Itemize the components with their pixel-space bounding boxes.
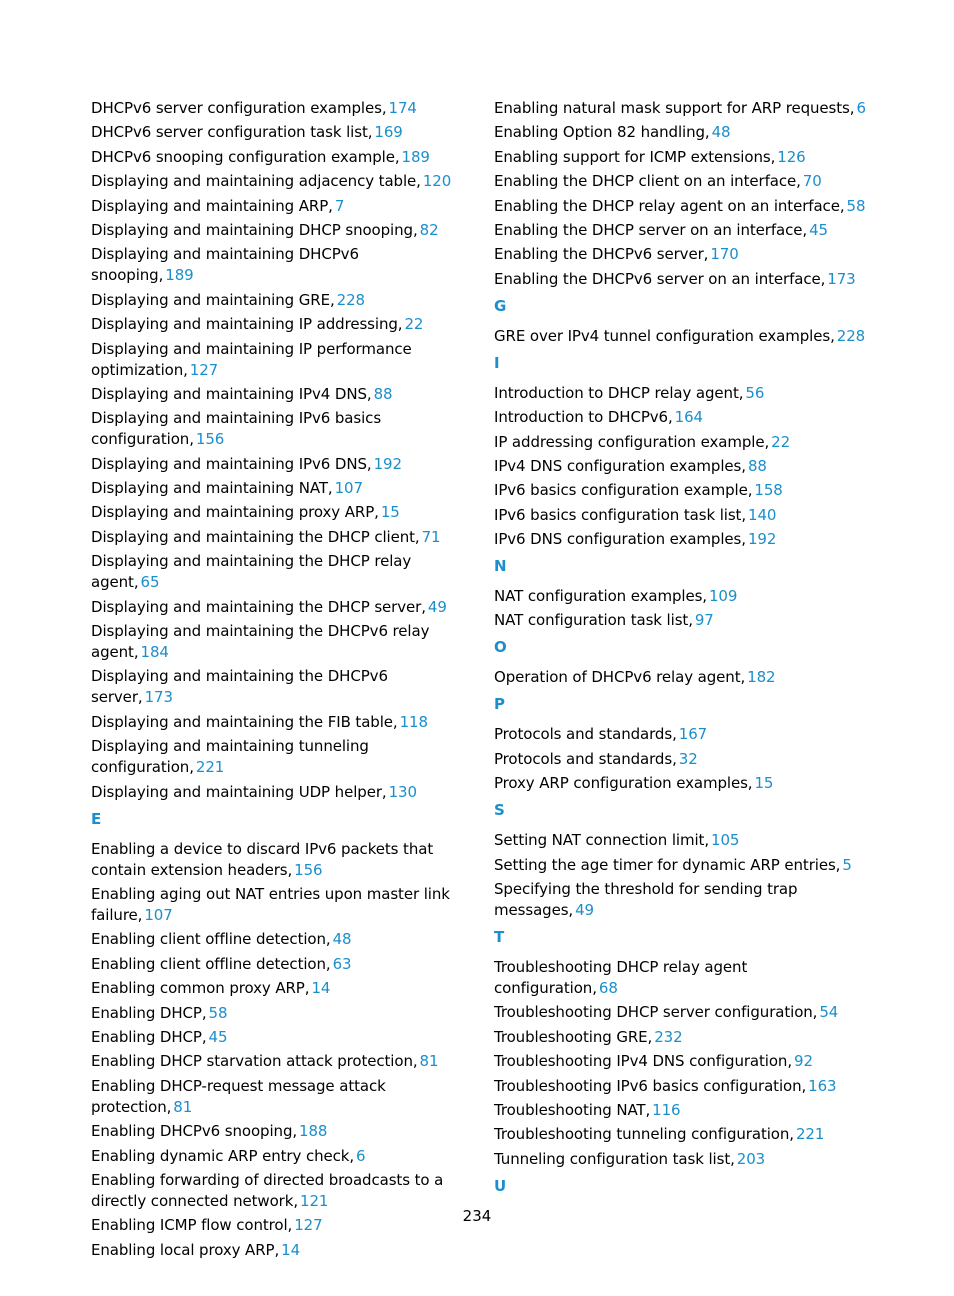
index-entry [91, 1003, 463, 1024]
index-entry-text: Displaying and maintaining IPv4 DNS, [91, 384, 372, 403]
index-entry-text: Enabling the DHCP relay agent on an interface, [494, 196, 845, 215]
index-entry [91, 929, 463, 950]
index-page-link[interactable]: 15 [380, 503, 400, 522]
index-entry-text: IPv4 DNS configuration examples, [494, 456, 746, 475]
index-page-link[interactable]: 118 [399, 712, 428, 731]
index-entry-text: Enabling support for ICMP extensions, [494, 147, 776, 166]
index-page-link[interactable]: 156 [195, 430, 225, 449]
index-entry-text: Displaying and maintaining adjacency table, [91, 172, 421, 191]
index-entry [494, 456, 874, 477]
index-entry [494, 724, 874, 745]
index-entry [91, 1051, 463, 1072]
index-page-link[interactable]: 232 [654, 1027, 683, 1046]
index-entry [494, 879, 874, 921]
index-entry-text: Displaying and maintaining tunneling configuration, [91, 737, 369, 777]
index-entry-text: Displaying and maintaining DHCP snooping, [91, 220, 418, 239]
index-entry [494, 957, 874, 999]
index-entry [91, 736, 463, 778]
index-entry-text: Introduction to DHCPv6, [494, 408, 673, 427]
index-column-left [91, 98, 463, 1264]
index-entry [494, 171, 874, 192]
index-letter-heading: S [494, 801, 505, 820]
index-page-link[interactable]: 6 [856, 99, 866, 117]
index-entry [91, 314, 463, 335]
index-page-link[interactable]: 56 [745, 383, 765, 402]
index-entry-text: Enabling the DHCPv6 server on an interface, [494, 269, 826, 288]
index-page-link[interactable]: 49 [427, 597, 447, 616]
index-page-link[interactable]: 192 [747, 530, 777, 549]
index-entry [91, 122, 463, 143]
index-page-link[interactable]: 109 [708, 587, 738, 606]
index-entry-text: Introduction to DHCP relay agent, [494, 383, 744, 402]
index-entry-text: Protocols and standards, [494, 725, 677, 744]
index-entry [494, 480, 874, 501]
index-entry-text: Operation of DHCPv6 relay agent, [494, 668, 746, 687]
index-page-link[interactable]: 45 [208, 1027, 228, 1046]
index-entry-text: Specifying the threshold for sending trap messages, [494, 880, 798, 920]
index-page-link[interactable]: 140 [748, 505, 777, 524]
index-page-link[interactable]: 105 [711, 831, 740, 850]
index-entry [494, 1076, 874, 1097]
index-entry [91, 171, 463, 192]
index-entry-text: Enabling the DHCP server on an interface, [494, 220, 808, 239]
index-entry-text: Troubleshooting IPv6 basics configuration, [494, 1076, 807, 1095]
index-page-link[interactable]: 228 [336, 290, 365, 309]
index-entry-text: Enabling Option 82 handling, [494, 123, 710, 142]
index-page-link[interactable]: 116 [652, 1100, 681, 1119]
index-entry [494, 220, 874, 241]
index-page-link[interactable]: 14 [311, 979, 331, 998]
index-page-link[interactable]: 7 [334, 196, 345, 215]
index-entry [494, 98, 874, 119]
index-page-link[interactable]: 32 [678, 749, 698, 768]
index-entry [91, 384, 463, 405]
index-entry-text: Displaying and maintaining GRE, [91, 290, 335, 309]
index-entry [91, 1121, 463, 1142]
index-page-link[interactable]: 127 [294, 1216, 323, 1235]
index-entry-text: GRE over IPv4 tunnel configuration examples, [494, 326, 835, 345]
index-entry [91, 290, 463, 311]
index-entry [91, 839, 463, 881]
index-page-link[interactable]: 127 [189, 360, 219, 379]
index-entry-text: Enabling natural mask support for ARP requests, [494, 99, 855, 117]
index-entry-text: Enabling ICMP flow control, [91, 1216, 293, 1235]
index-page-link[interactable]: 82 [419, 220, 439, 239]
index-entry-text: Troubleshooting DHCP relay agent configuration, [494, 958, 748, 998]
index-entry [494, 326, 874, 347]
index-entry-text: IPv6 basics configuration task list, [494, 505, 746, 524]
index-entry [91, 666, 463, 708]
index-entry [91, 196, 463, 217]
index-letter-heading: G [494, 296, 507, 315]
index-page-link[interactable]: 54 [819, 1003, 839, 1022]
index-page-link[interactable]: 173 [144, 688, 173, 707]
index-entry-text: Displaying and maintaining ARP, [91, 196, 333, 215]
index-page-link[interactable]: 170 [710, 245, 739, 264]
index-entry-text: Displaying and maintaining UDP helper, [91, 782, 387, 801]
index-letter-heading: E [91, 809, 102, 828]
index-entry [494, 269, 874, 290]
index-entry [91, 527, 463, 548]
index-page-link[interactable]: 15 [754, 774, 774, 793]
index-entry [91, 147, 463, 168]
index-entry [91, 1170, 463, 1212]
index-entry-text: Enabling aging out NAT entries upon master link failure, [91, 884, 450, 924]
index-entry-text: Troubleshooting IPv4 DNS configuration, [494, 1052, 793, 1071]
index-entry [494, 1051, 874, 1072]
index-entry-text: IPv6 DNS configuration examples, [494, 530, 746, 549]
index-entry-text: Enabling a device to discard IPv6 packets that contain extension headers, [91, 839, 434, 879]
index-entry-text: DHCPv6 server configuration examples, [91, 99, 387, 117]
index-entry-text: Enabling dynamic ARP entry check, [91, 1146, 355, 1165]
index-entry-text: Displaying and maintaining the DHCPv6 server, [91, 667, 388, 707]
index-page-link[interactable]: 167 [678, 725, 708, 744]
index-entry [91, 884, 463, 926]
index-entry [91, 978, 463, 999]
index-entry [494, 1149, 874, 1170]
index-entry-text: Enabling DHCP, [91, 1027, 207, 1046]
index-entry-text: Enabling common proxy ARP, [91, 979, 310, 998]
index-page-link[interactable]: 107 [334, 479, 363, 498]
index-entry-text: Displaying and maintaining IP performance optimization, [91, 339, 412, 379]
index-entry [91, 1076, 463, 1118]
index-entry-text: Displaying and maintaining NAT, [91, 479, 333, 498]
index-page-link[interactable]: 48 [711, 123, 731, 142]
index-page-link[interactable]: 228 [836, 326, 866, 345]
index-entry-text: IPv6 basics configuration example, [494, 481, 753, 500]
index-entry-text: Setting the age timer for dynamic ARP entries, [494, 855, 841, 874]
index-entry-text: Setting NAT connection limit, [494, 831, 710, 850]
index-entry [494, 855, 874, 876]
index-entry [494, 610, 874, 631]
index-entry-text: IP addressing configuration example, [494, 432, 770, 451]
index-entry [91, 339, 463, 381]
index-letter-heading: O [494, 638, 507, 657]
index-entry-text: Enabling forwarding of directed broadcasts to a directly connected network, [91, 1170, 444, 1210]
index-page-link[interactable]: 5 [842, 855, 852, 874]
index-page-link[interactable]: 174 [388, 99, 417, 117]
index-letter-heading: I [494, 353, 500, 372]
index-page-link[interactable]: 70 [802, 172, 822, 191]
index-entry-text: Tunneling configuration task list, [494, 1149, 735, 1168]
index-entry-text: Displaying and maintaining the DHCP relay agent, [91, 552, 412, 592]
index-entry-text: NAT configuration examples, [494, 587, 707, 606]
index-entry [91, 712, 463, 733]
index-entry [494, 147, 874, 168]
index-entry-text: Displaying and maintaining the DHCP server, [91, 597, 426, 616]
index-entry-text: DHCPv6 server configuration task list, [91, 123, 373, 142]
index-page-link[interactable]: 48 [332, 930, 352, 949]
index-page-link[interactable]: 63 [332, 954, 352, 973]
index-page-link[interactable]: 156 [294, 860, 323, 879]
index-entry-text: Displaying and maintaining the FIB table, [91, 712, 398, 731]
index-letter-heading: U [494, 1176, 507, 1195]
index-entry-text: Troubleshooting tunneling configuration, [494, 1125, 794, 1144]
index-entry [494, 122, 874, 143]
index-entry [91, 954, 463, 975]
index-page-link[interactable]: 184 [140, 643, 169, 662]
index-page-link[interactable]: 81 [419, 1052, 439, 1071]
index-entry [494, 830, 874, 851]
index-page-link[interactable]: 121 [300, 1191, 329, 1210]
index-entry [494, 773, 874, 794]
index-page-link[interactable]: 120 [422, 172, 452, 191]
index-page-link[interactable]: 221 [195, 758, 225, 777]
index-entry [91, 782, 463, 803]
index-entry-text: Enabling DHCP-request message attack protection, [91, 1076, 386, 1116]
index-entry [494, 1100, 874, 1121]
index-column-right [494, 98, 874, 1206]
index-entry [91, 454, 463, 475]
index-entry [494, 244, 874, 265]
index-entry [494, 383, 874, 404]
index-entry-text: Enabling client offline detection, [91, 954, 331, 973]
index-entry [494, 505, 874, 526]
index-letter-heading: P [494, 695, 505, 714]
index-page-link[interactable]: 97 [694, 611, 714, 630]
index-entry-text: Displaying and maintaining the DHCP client, [91, 527, 420, 546]
index-entry-text: Displaying and maintaining IP addressing, [91, 315, 403, 334]
index-entry [91, 1146, 463, 1167]
index-page-link[interactable]: 88 [747, 456, 767, 475]
index-entry [91, 1027, 463, 1048]
index-entry [91, 621, 463, 663]
index-page-link[interactable]: 88 [373, 384, 393, 403]
index-entry-text: Displaying and maintaining the DHCPv6 relay agent, [91, 622, 430, 662]
index-page-link[interactable]: 130 [388, 782, 417, 801]
index-page-link[interactable]: 81 [173, 1097, 193, 1116]
index-page-link[interactable]: 65 [140, 573, 160, 592]
index-page-link[interactable]: 203 [736, 1149, 766, 1168]
index-page-link[interactable]: 173 [827, 269, 856, 288]
index-entry [91, 597, 463, 618]
index-page-link[interactable]: 164 [674, 408, 704, 427]
index-entry-text: NAT configuration task list, [494, 611, 693, 630]
index-entry [494, 586, 874, 607]
index-entry-text: Enabling DHCPv6 snooping, [91, 1122, 298, 1141]
index-entry-text: Enabling DHCP, [91, 1003, 207, 1022]
index-page-link[interactable]: 49 [575, 901, 594, 920]
index-entry-text: Displaying and maintaining DHCPv6 snooping, [91, 245, 359, 285]
index-entry [91, 220, 463, 241]
index-entry [91, 478, 463, 499]
index-page-link[interactable]: 68 [598, 979, 618, 998]
index-entry [91, 98, 463, 119]
index-entry-text: Troubleshooting DHCP server configuration, [494, 1003, 818, 1022]
index-entry [494, 432, 874, 453]
index-page-link[interactable]: 221 [795, 1125, 825, 1144]
index-entry-text: Displaying and maintaining IPv6 DNS, [91, 454, 372, 473]
index-entry [494, 1002, 874, 1023]
index-entry [494, 1027, 874, 1048]
index-page-link[interactable]: 192 [373, 454, 402, 473]
index-entry-text: Troubleshooting NAT, [494, 1100, 651, 1119]
index-page-link[interactable]: 58 [208, 1003, 228, 1022]
index-entry-text: Displaying and maintaining IPv6 basics configuration, [91, 409, 382, 449]
index-entry-text: Enabling local proxy ARP, [91, 1240, 280, 1259]
index-entry [494, 407, 874, 428]
index-entry [91, 551, 463, 593]
index-entry-text: Enabling client offline detection, [91, 930, 331, 949]
index-entry [91, 408, 463, 450]
index-page-link[interactable]: 22 [771, 432, 791, 451]
index-entry [494, 196, 874, 217]
index-page-link[interactable]: 188 [299, 1122, 328, 1141]
index-entry-text: Troubleshooting GRE, [494, 1027, 653, 1046]
index-page-link[interactable]: 126 [777, 147, 806, 166]
index-page-link[interactable]: 158 [754, 481, 783, 500]
index-entry-text: Proxy ARP configuration examples, [494, 774, 753, 793]
index-page-link[interactable]: 14 [281, 1240, 301, 1259]
index-page-link[interactable]: 92 [794, 1052, 813, 1071]
index-letter-heading: T [494, 928, 505, 947]
index-page-link[interactable]: 189 [401, 147, 430, 166]
index-page-link[interactable]: 58 [846, 196, 866, 215]
index-entry-text: Enabling the DHCP client on an interface, [494, 172, 801, 191]
index-page-link[interactable]: 6 [356, 1146, 366, 1165]
index-entry [91, 1240, 463, 1261]
page-number: 234 [462, 1207, 492, 1225]
index-page-link[interactable]: 71 [421, 527, 441, 546]
index-entry [494, 529, 874, 550]
index-entry-text: DHCPv6 snooping configuration example, [91, 147, 400, 166]
index-page-link[interactable]: 169 [374, 123, 403, 142]
index-entry-text: Displaying and maintaining proxy ARP, [91, 503, 379, 522]
index-entry [91, 502, 463, 523]
index-entry-text: Enabling DHCP starvation attack protection, [91, 1052, 418, 1071]
index-page-link[interactable]: 182 [747, 668, 776, 687]
index-entry [494, 749, 874, 770]
index-page-link[interactable]: 163 [808, 1076, 837, 1095]
index-page-link[interactable]: 22 [404, 315, 424, 334]
index-entry [91, 244, 463, 286]
index-entry-text: Enabling the DHCPv6 server, [494, 245, 709, 264]
index-page-link[interactable]: 189 [165, 266, 194, 285]
index-entry [494, 1124, 874, 1145]
index-page-link[interactable]: 45 [809, 220, 828, 239]
index-entry [494, 667, 874, 688]
index-entry-text: Protocols and standards, [494, 749, 677, 768]
index-letter-heading: N [494, 557, 507, 576]
index-page-link[interactable]: 107 [144, 905, 173, 924]
